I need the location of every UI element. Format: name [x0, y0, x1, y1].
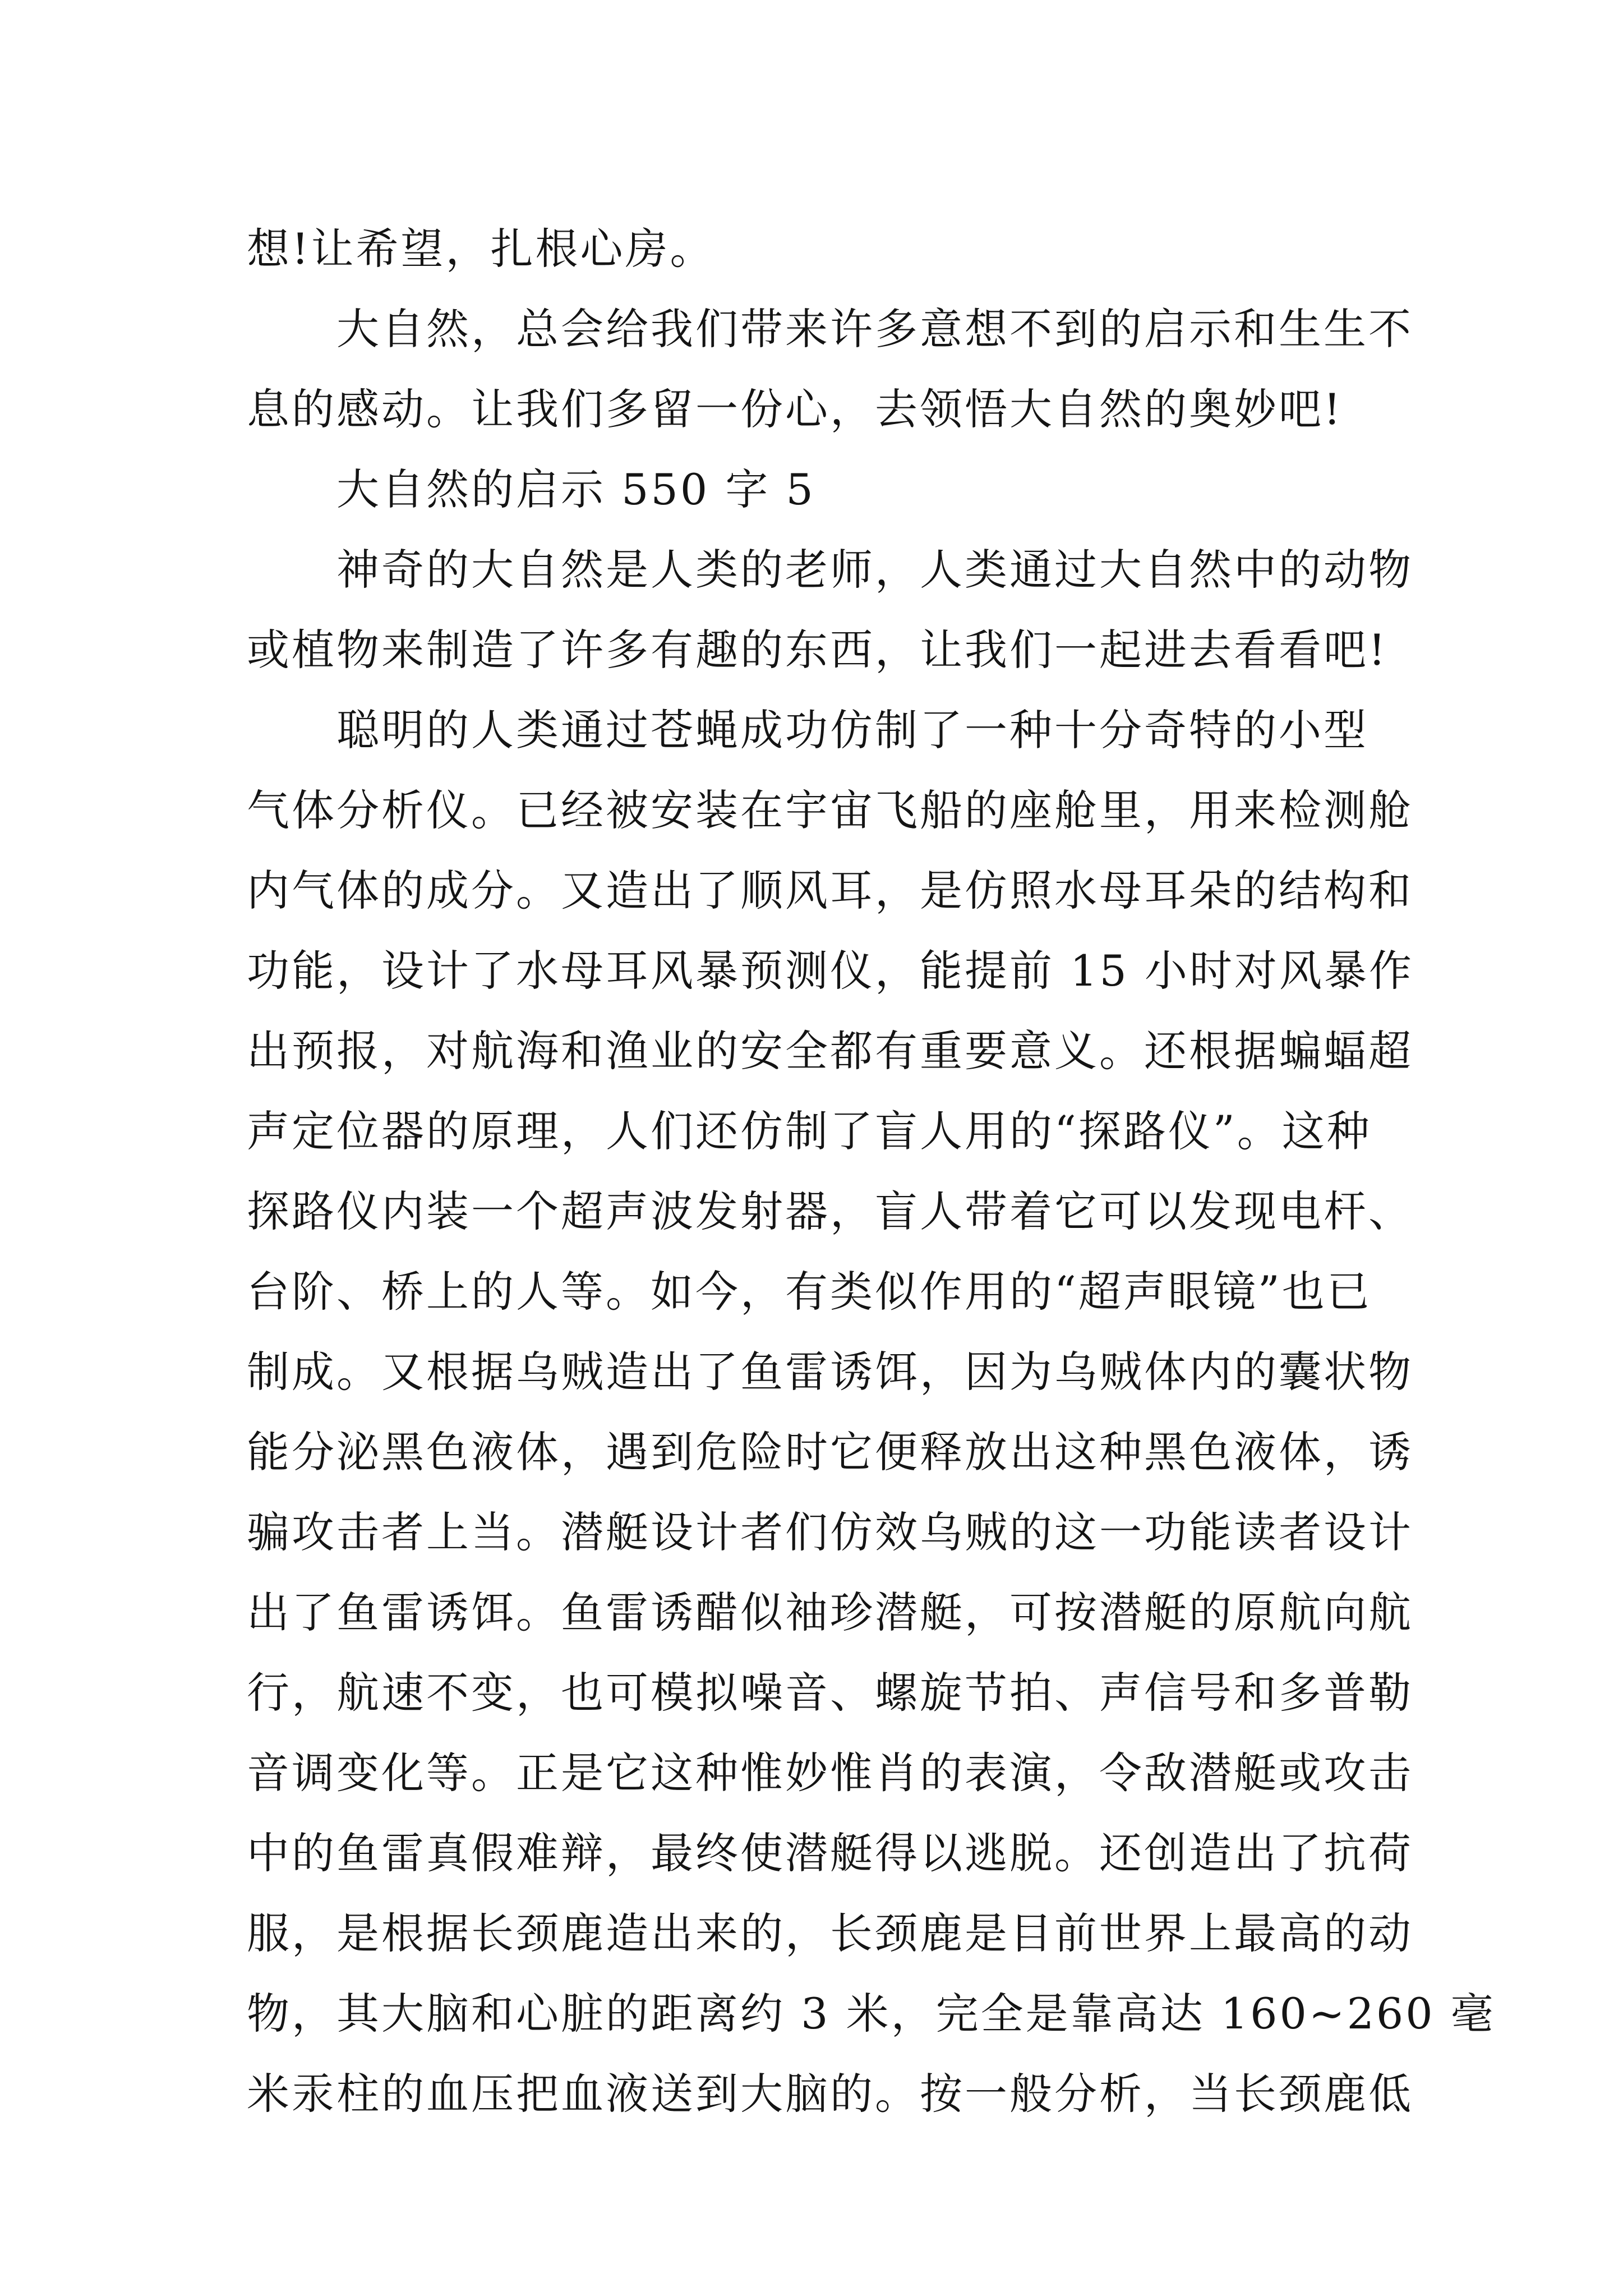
text-line: 服，是根据长颈鹿造出来的，长颈鹿是目前世界上最高的动 — [247, 1908, 1413, 1958]
text-line: 大自然，总会给我们带来许多意想不到的启示和生生不 — [336, 304, 1413, 354]
paragraph-bionics-examples — [247, 690, 1496, 2134]
essay-title: 大自然的启示 550 字 5 — [336, 464, 815, 514]
paragraph-continuation — [247, 209, 1391, 289]
text-line: 探路仪内装一个超声波发射器，盲人带着它可以发现电杆、 — [247, 1186, 1413, 1236]
text-line: 能分泌黑色液体，遇到危险时它便释放出这种黑色液体，诱 — [247, 1427, 1413, 1477]
document-body — [247, 209, 1496, 2134]
text-line: 想!让希望，扎根心房。 — [247, 224, 715, 274]
essay-heading — [247, 449, 1391, 530]
text-line: 或植物来制造了许多有趣的东西，让我们一起进去看看吧! — [247, 625, 1388, 675]
text-line: 功能，设计了水母耳风暴预测仪，能提前 15 小时对风暴作 — [247, 946, 1414, 996]
paragraph-nature-inspiration — [247, 289, 1413, 449]
paragraph-intro — [247, 530, 1413, 690]
text-line: 台阶、桥上的人等。如今，有类似作用的“超声眼镜”也已 — [247, 1267, 1372, 1317]
text-line: 神奇的大自然是人类的老师，人类通过大自然中的动物 — [336, 545, 1413, 595]
text-line: 聪明的人类通过苍蝇成功仿制了一种十分奇特的小型 — [336, 705, 1368, 755]
text-line: 声定位器的原理，人们还仿制了盲人用的“探路仪”。这种 — [247, 1106, 1372, 1156]
text-line: 出了鱼雷诱饵。鱼雷诱醋似袖珍潜艇，可按潜艇的原航向航 — [247, 1588, 1413, 1637]
text-line: 内气体的成分。又造出了顺风耳，是仿照水母耳朵的结构和 — [247, 866, 1413, 915]
text-line: 出预报，对航海和渔业的安全都有重要意义。还根据蝙蝠超 — [247, 1026, 1413, 1076]
text-line: 制成。又根据乌贼造出了鱼雷诱饵，因为乌贼体内的囊状物 — [247, 1347, 1413, 1397]
text-line: 物，其大脑和心脏的距离约 3 米，完全是靠高达 160~260 毫 — [247, 1989, 1496, 2039]
text-line: 气体分析仪。已经被安装在宇宙飞船的座舱里，用来检测舱 — [247, 785, 1413, 835]
text-line: 中的鱼雷真假难辩，最终使潜艇得以逃脱。还创造出了抗荷 — [247, 1828, 1413, 1878]
text-line: 息的感动。让我们多留一份心，去领悟大自然的奥妙吧! — [247, 384, 1343, 434]
text-line: 音调变化等。正是它这种惟妙惟肖的表演，令敌潜艇或攻击 — [247, 1748, 1413, 1798]
text-line: 骗攻击者上当。潜艇设计者们仿效乌贼的这一功能读者设计 — [247, 1507, 1413, 1557]
text-line: 米汞柱的血压把血液送到大脑的。按一般分析，当长颈鹿低 — [247, 2069, 1413, 2119]
text-line: 行，航速不变，也可模拟噪音、螺旋节拍、声信号和多普勒 — [247, 1668, 1413, 1718]
